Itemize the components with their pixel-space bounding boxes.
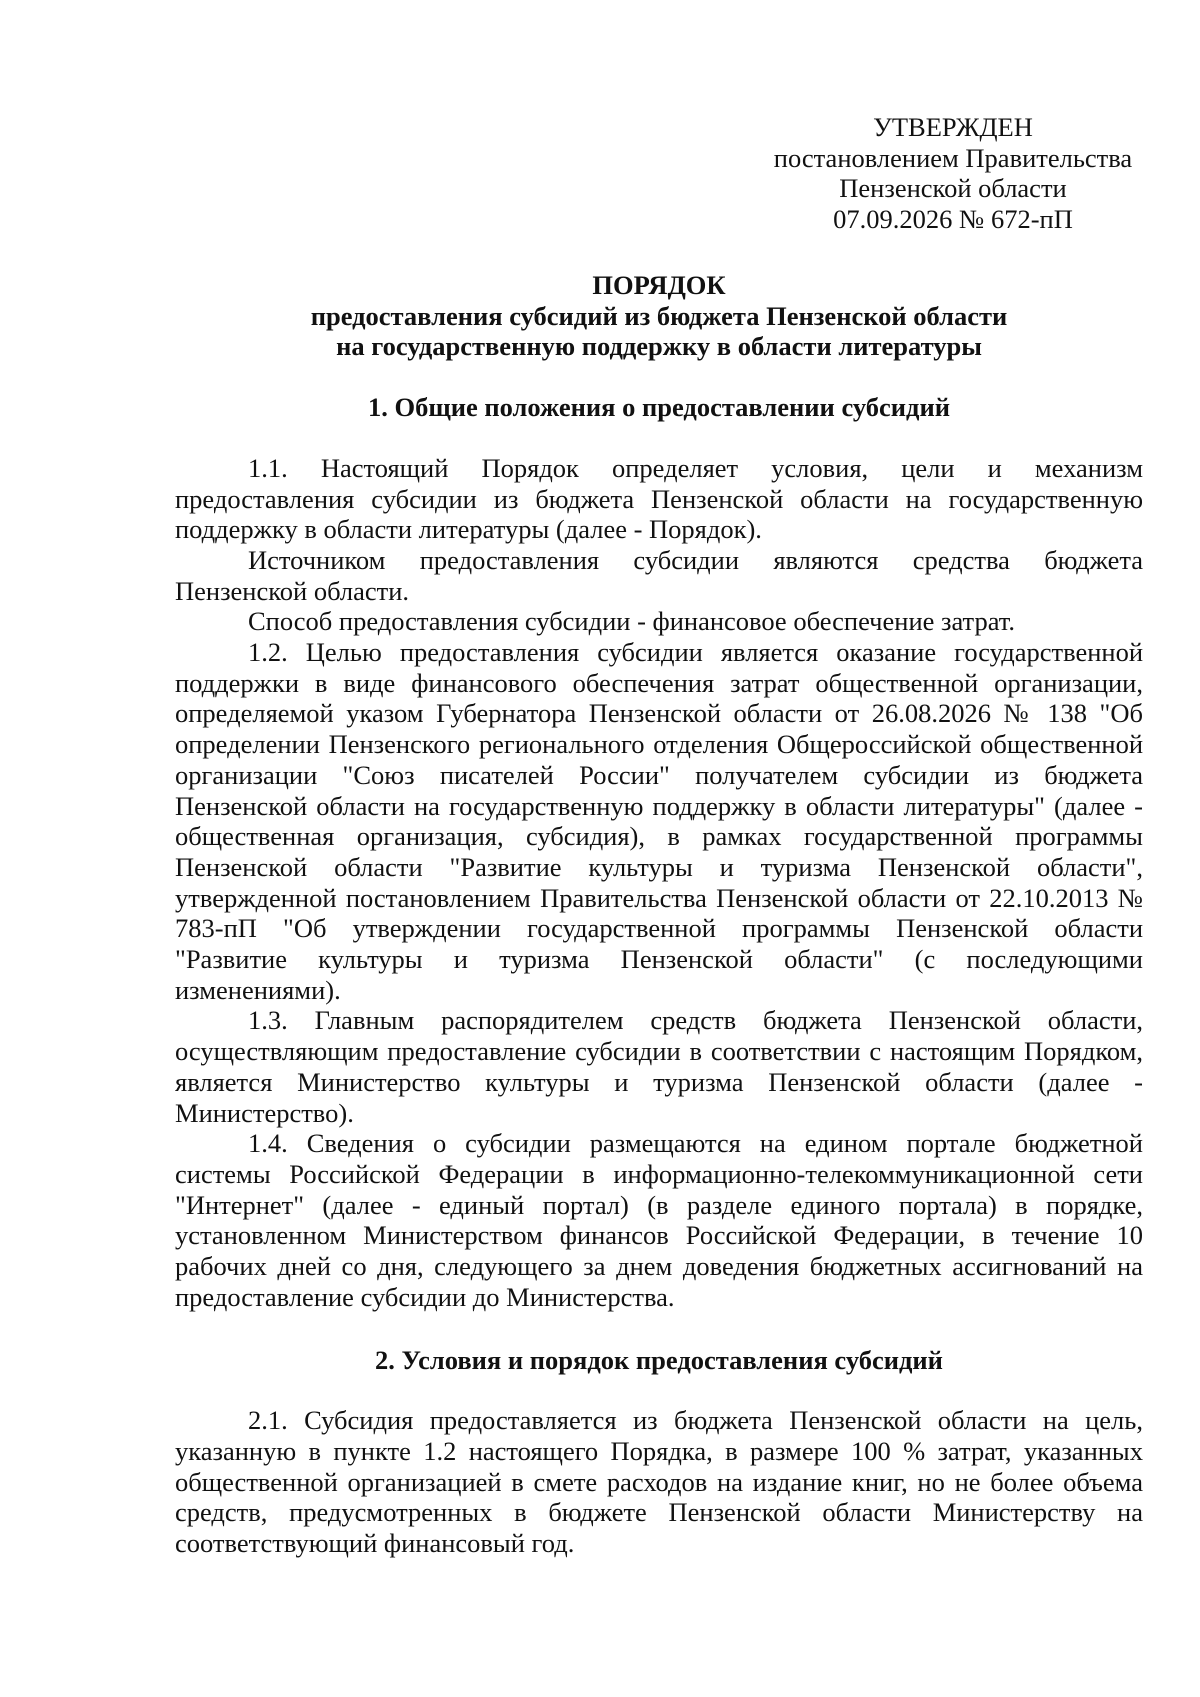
- approval-region: Пензенской области: [839, 173, 1067, 204]
- paragraph-1-4: 1.4. Сведения о субсидии размещаются на едином портале бюджетной системы Российской Федерации в информационно-телекоммуникационной сети "Интернет" (далее - единый портал) (в разделе единого портала) в порядке, установленном Министерством финансов Российской Федерации, в течение 10 рабочих дней со дня, следующего за днем доведения бюджетных ассигнований на предоставление субсидии до Министерства.: [175, 1128, 1143, 1312]
- approval-date-number: 07.09.2026 № 672-пП: [833, 204, 1073, 235]
- paragraph-source: Источником предоставления субсидии являются средства бюджета Пензенской области.: [175, 544, 1143, 606]
- section-1-heading: 1. Общие положения о предоставлении субсидий: [367, 392, 950, 423]
- section-2-body: [175, 1405, 1143, 1559]
- approval-status: УТВЕРЖДЕН: [873, 112, 1033, 142]
- title-main: ПОРЯДОК: [592, 270, 726, 300]
- approval-authority: постановлением Правительства: [773, 142, 1133, 173]
- section-1-body: [175, 453, 1143, 1313]
- section-2-heading: 2. Условия и порядок предоставления субсидий: [375, 1344, 943, 1375]
- approval-stamp: [175, 112, 1143, 242]
- paragraph-1-1: 1.1. Настоящий Порядок определяет условия, цели и механизм предоставления субсидии из бюджета Пензенской области на государственную поддержку в области литературы (далее - Порядок).: [175, 452, 1143, 545]
- document-title: [175, 270, 1143, 362]
- paragraph-1-2: 1.2. Целью предоставления субсидии является оказание государственной поддержки в виде финансового обеспечения затрат общественной организации, определяемой указом Губернатора Пензенской области от 26.08.2026 № 138 "Об определении Пензенского регионального отделения Общероссийской общественной организации "Союз писателей России" получателем субсидии из бюджета Пензенской области на государственную поддержку в области литературы" (далее - общественная организация, субсидия), в рамках государственной программы Пензенской области "Развитие культуры и туризма Пензенской области", утвержденной постановлением Правительства Пензенской области от 22.10.2013 № 783-пП "Об утверждении государственной программы Пензенской области "Развитие культуры и туризма Пензенской области" (с последующими изменениями).: [175, 637, 1143, 1005]
- title-subtitle-line2: на государственную поддержку в области литературы: [336, 331, 982, 362]
- paragraph-2-1: 2.1. Субсидия предоставляется из бюджета Пензенской области на цель, указанную в пункте 1.2 настоящего Порядка, в размере 100 % затрат, указанных общественной организацией в смете расходов на издание книг, но не более объема средств, предусмотренных в бюджете Пензенской области Министерству на соответствующий финансовый год.: [175, 1405, 1143, 1559]
- document-page: [175, 112, 1143, 1559]
- approval-block: [763, 112, 1143, 235]
- paragraph-method: Способ предоставления субсидии - финансовое обеспечение затрат.: [248, 606, 1015, 637]
- paragraph-1-3: 1.3. Главным распорядителем средств бюджета Пензенской области, осуществляющим предоставление субсидии в соответствии с настоящим Порядком, является Министерство культуры и туризма Пензенской области (далее - Министерство).: [175, 1005, 1143, 1128]
- title-subtitle-line1: предоставления субсидий из бюджета Пензенской области: [310, 300, 1008, 331]
